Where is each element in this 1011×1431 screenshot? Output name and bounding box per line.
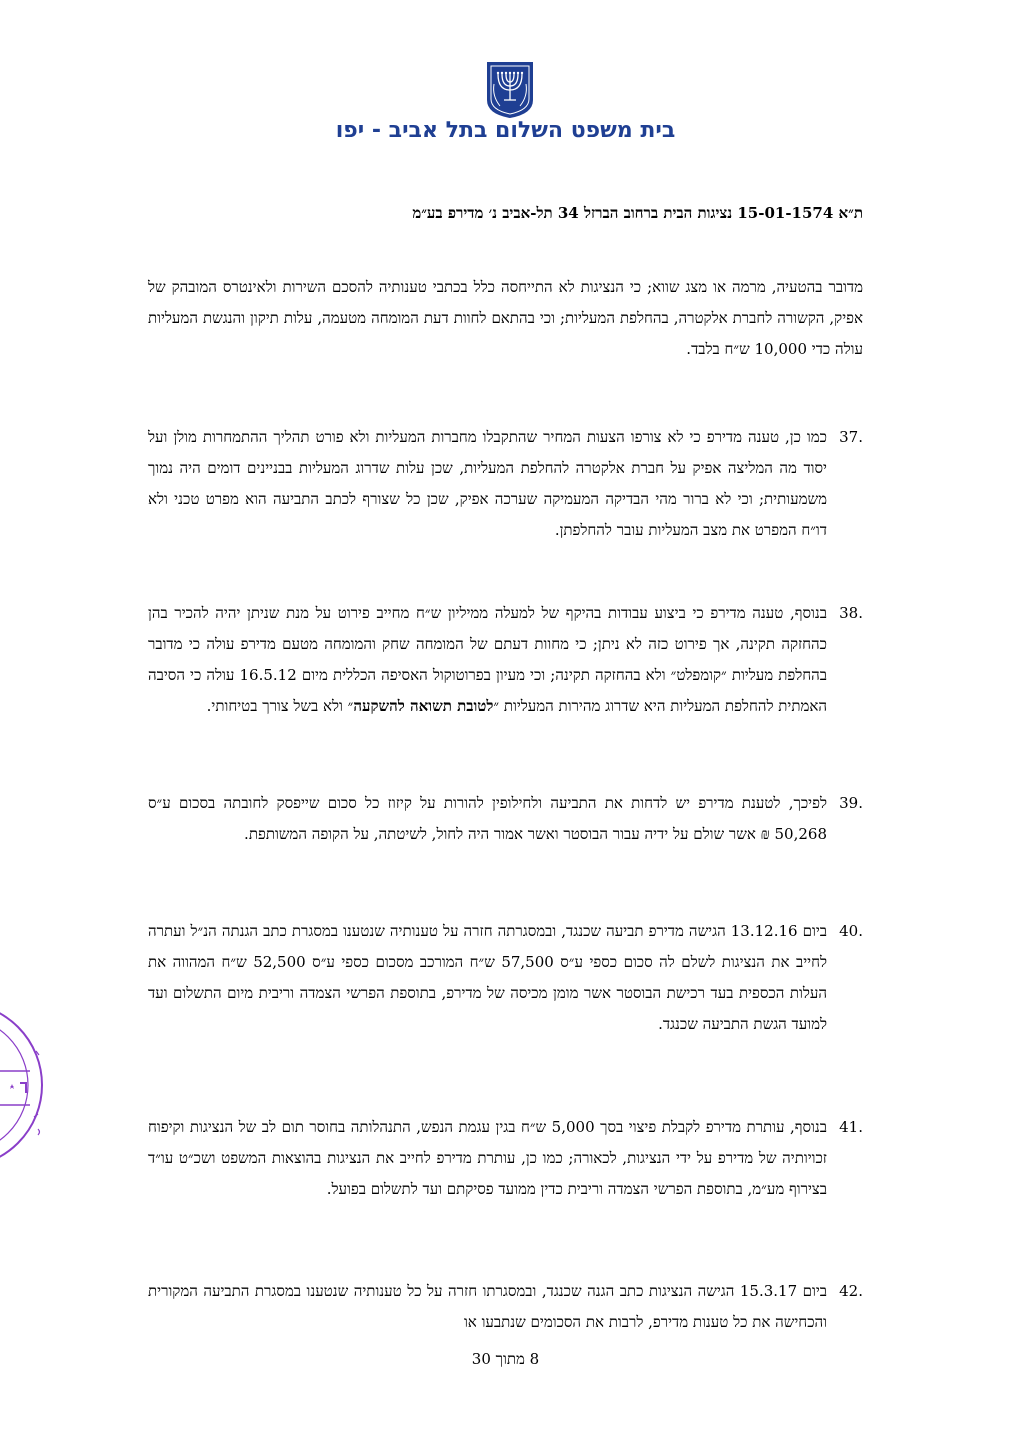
paragraph-bold-quote: לטובת תשואה להשקעה xyxy=(353,697,494,715)
court-name: בית משפט השלום בתל אביב - יפו xyxy=(335,118,676,143)
state-emblem-icon xyxy=(484,60,536,120)
paragraph-41 xyxy=(148,1112,863,1205)
case-title: ת״א 15-01-1574 נציגות הבית ברחוב הברזל 34 תל-אביב נ׳ מדירפ בע״מ xyxy=(412,204,863,222)
paragraph-number: 39. xyxy=(839,794,863,812)
paragraph-number: 37. xyxy=(839,428,863,446)
intro-paragraph: מדובר בהטעיה, מרמה או מצג שווא; כי הנציגות לא התייחסה כלל בכתבי טענותיה להסכם השירות ולאינטרס המובהק של אפיק, הקשורה לחברת אלקטרה, בהחלפת המעליות; וכי בהתאם לחוות דעת המומחה מטעמה, עלות תיקון והנגשת המעליות עולה כדי 10,000 ש״ח בלבד. xyxy=(148,278,863,358)
paragraph-text: בנוסף, עותרת מדירפ לקבלת פיצוי בסך 5,000 ש״ח בגין עגמת הנפש, התנהלותה בחוסר תום לב של הנציגות וקיפוח זכויותיה של מדירפ על ידי הנציגות, לכאורה; כמו כן, עותרת מדירפ לחייב את הנציגות בהוצאות המשפט ושכ״ט עו״ד בצירוף מע״מ, בתוספת הפרשי הצמדה וריבית כדין ממועד פסיקתם ועד לתשלום בפועל. xyxy=(148,1118,828,1198)
page-number: 8 מתוך 30 xyxy=(471,1350,540,1368)
paragraph-37 xyxy=(148,422,863,546)
paragraph-text-part: ״ ולא בשל צורך בטיחותי. xyxy=(206,697,354,715)
paragraph-number: 38. xyxy=(839,604,863,622)
paragraph-text: כמו כן, טענה מדירפ כי לא צורפו הצעות המחיר שהתקבלו מחברות המעליות ולא פורט תהליך ההתמחרות מולן ועל יסוד מה המליצה אפיק על חברת אלקטרה להחלפת המעליות, שכן עלות שדרוג המעליות בבניינים דומים היה נמוך משמעותית; וכי לא ברור מהי הבדיקה המעמיקה שערכה אפיק, שכן כל שצורף לכתב התביעה הוא מפרט טכני ולא דו״ח המפרט את מצב המעליות עובר להחלפתן. xyxy=(148,428,827,539)
paragraph-text xyxy=(148,598,827,722)
paragraph-number: 40. xyxy=(839,922,863,940)
paragraph-text: ביום 13.12.16 הגישה מדירפ תביעה שכנגד, ובמסגרתה חזרה על טענותיה שנטענו במסגרת כתב הגנתה הנ״ל ועתרה לחייב את הנציגות לשלם לה סכום כספי ע״ס 57,500 ש״ח המורכב מסכום כספי ע״ס 52,500 ש״ח המהווה את העלות הכספית בעד רכישת הבוסטר אשר מומן מכיסה של מדירפ, בתוספת הפרשי הצמדה וריבית מיום התשלום ועד למועד הגשת התביעה שכנגד. xyxy=(148,922,828,1033)
court-stamp-icon xyxy=(0,1005,48,1165)
paragraph-40 xyxy=(148,916,863,1040)
paragraph-text: לפיכך, לטענת מדירפ יש לדחות את התביעה ולחילופין להורות על קיזוז כל סכום שייפסק לחובתה בסכום ע״ס 50,268 ₪ אשר שולם על ידיה עבור הבוסטר ואשר אמור היה לחול, לשיטתה, על הקופה המשותפת. xyxy=(148,794,827,843)
paragraph-number: 42. xyxy=(839,1282,863,1300)
paragraph-38 xyxy=(148,598,863,722)
paragraph-number: 41. xyxy=(839,1118,863,1136)
paragraph-text: ביום 15.3.17 הגישה הנציגות כתב הגנה שכנגד, ובמסגרתו חזרה על כל טענותיה שנטענו במסגרת התביעה המקורית והכחישה את כל טענות מדירפ, לרבות את הסכומים שנתבעו או xyxy=(148,1282,827,1331)
paragraph-39 xyxy=(148,788,863,850)
paragraph-text-part: בנוסף, טענה מדירפ כי ביצוע עבודות בהיקף של למעלה ממיליון ש״ח מחייב פירוט על מנת שניתן יהיה להכיר בהן כהחזקה תקינה, אך פירוט כזה לא ניתן; כי מחוות דעתם של המומחה שחק והמומחה מטעם מדירפ עולה כי מדובר בהחלפת מעליות ״קומפלט״ ולא בהחזקה תקינה; וכי מעיון בפרוטוקול האסיפה הכללית מיום 16.5.12 עולה כי הסיבה האמתית להחלפת המעליות היא שדרוג מהירות המעליות ״ xyxy=(148,604,827,715)
paragraph-42 xyxy=(148,1276,863,1338)
